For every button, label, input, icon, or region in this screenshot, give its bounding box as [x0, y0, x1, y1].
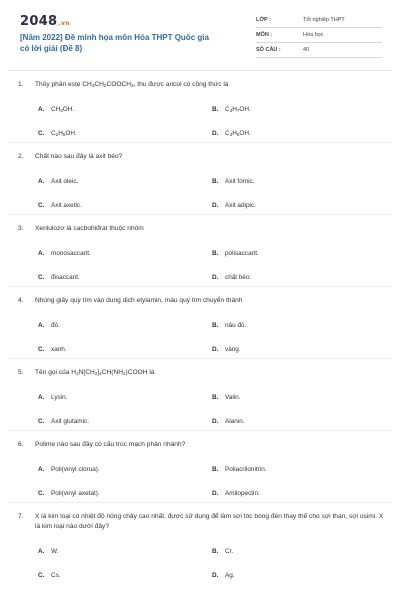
- question-stem: [18, 512, 388, 532]
- answer-option-a[interactable]: [38, 322, 60, 329]
- question-separator: [8, 214, 392, 215]
- answer-option-b[interactable]: [212, 250, 259, 257]
- option-letter: D.: [212, 274, 219, 281]
- option-letter: B.: [212, 250, 219, 257]
- answer-option-c[interactable]: [38, 130, 77, 137]
- question-text: Xenlulozơ là cacbohiđrat thuộc nhóm: [35, 225, 144, 232]
- option-text: Alanin.: [225, 418, 245, 425]
- option-text: Amilopectin.: [225, 490, 260, 497]
- question-text: Chất nào sau đây là axit béo?: [35, 153, 123, 160]
- option-text: xanh.: [51, 346, 67, 353]
- option-text: $CH_3OH$.: [51, 106, 75, 113]
- option-letter: C.: [38, 274, 45, 281]
- question-separator: [8, 502, 392, 503]
- answer-option-b[interactable]: [212, 394, 241, 401]
- option-text: $C_2H_5OH$.: [51, 130, 77, 137]
- answer-option-d[interactable]: [212, 346, 241, 353]
- option-letter: A.: [38, 466, 45, 473]
- option-text: Poli(vinyl axetat).: [51, 490, 100, 497]
- question-7: [18, 512, 388, 579]
- option-letter: D.: [212, 572, 219, 579]
- option-letter: B.: [212, 548, 219, 555]
- answer-option-b[interactable]: [212, 548, 233, 555]
- question-text: X là kim loại có nhiệt độ nóng chảy cao nhất, được sử dụng để làm sợi tóc bóng đèn thay thế cho sợi than, sợi osimi. X là kim loại nào dưới đây?: [35, 513, 384, 530]
- question-4: [18, 296, 388, 353]
- question-stem: [18, 440, 388, 450]
- option-letter: C.: [38, 130, 45, 137]
- question-text: Nhúng giấy quỳ tím vào dung dịch etylamin, màu quỳ tím chuyển thành: [35, 297, 243, 304]
- question-text: Thủy phân este $CH_3CH_2COOCH_3$, thu được ancol có công thức là: [35, 81, 229, 88]
- answer-option-c[interactable]: [38, 202, 82, 209]
- option-text: vàng.: [225, 346, 241, 353]
- answer-option-d[interactable]: [212, 202, 256, 209]
- option-letter: C.: [38, 418, 45, 425]
- question-3: [18, 224, 388, 281]
- question-number: 3.: [18, 225, 24, 232]
- option-text: $C_3H_7OH$.: [225, 106, 251, 113]
- option-text: chất béo.: [225, 274, 252, 281]
- option-letter: A.: [38, 322, 45, 329]
- option-letter: C.: [38, 346, 45, 353]
- exam-header: [20, 14, 382, 64]
- option-text: Axit glutamic.: [51, 418, 90, 425]
- option-text: Lysin.: [51, 394, 68, 401]
- option-text: đisaccarit.: [51, 274, 80, 281]
- question-number: 7.: [18, 513, 24, 520]
- answer-option-c[interactable]: [38, 418, 89, 425]
- answer-option-b[interactable]: [212, 106, 251, 113]
- meta-row-subject: MÔN : Hóa học: [256, 29, 382, 43]
- option-letter: A.: [38, 178, 45, 185]
- question-5: [18, 368, 388, 425]
- meta-row-class: LỚP : Tốt nghiệp THPT: [256, 14, 382, 28]
- option-text: W.: [51, 548, 59, 555]
- option-text: Valin.: [225, 394, 241, 401]
- question-separator: [8, 358, 392, 359]
- option-letter: A.: [38, 394, 45, 401]
- answer-option-a[interactable]: [38, 178, 78, 185]
- option-letter: B.: [212, 394, 219, 401]
- option-text: Axit axetic.: [51, 202, 82, 209]
- question-separator: [8, 142, 392, 143]
- option-letter: D.: [212, 346, 219, 353]
- option-letter: D.: [212, 202, 219, 209]
- answer-option-a[interactable]: [38, 548, 58, 555]
- answer-option-d[interactable]: [212, 130, 251, 137]
- option-letter: A.: [38, 250, 45, 257]
- option-text: nâu đỏ.: [225, 322, 247, 329]
- question-number: 5.: [18, 369, 24, 376]
- question-1: [18, 80, 388, 137]
- exam-title[interactable]: [Năm 2022] Đề minh họa môn Hóa THPT Quốc gia có lời giải (Đề 8): [20, 33, 209, 53]
- question-number: 6.: [18, 441, 24, 448]
- option-letter: B.: [212, 466, 219, 473]
- question-stem: [18, 80, 388, 91]
- question-number: 4.: [18, 297, 24, 304]
- answer-option-d[interactable]: [212, 572, 235, 579]
- option-letter: C.: [38, 490, 45, 497]
- answer-option-b[interactable]: [212, 178, 254, 185]
- question-separator: [8, 286, 392, 287]
- option-text: Axit fomic.: [225, 178, 255, 185]
- question-separator: [8, 430, 392, 431]
- option-letter: B.: [212, 178, 219, 185]
- option-text: monosaccarit.: [51, 250, 91, 257]
- exam-meta: [256, 14, 382, 59]
- option-letter: B.: [212, 106, 219, 113]
- option-letter: C.: [38, 572, 45, 579]
- question-stem: [18, 368, 388, 379]
- site-logo[interactable]: 2048.vn: [20, 14, 70, 29]
- answer-option-a[interactable]: [38, 250, 91, 257]
- question-6: [18, 440, 388, 497]
- answer-option-a[interactable]: [38, 394, 67, 401]
- question-text: Tên gọi của $H_2N[CH_2]_4CH(NH_2)COOH$ là: [35, 369, 155, 376]
- question-text: Polime nào sau đây có cấu trúc mạch phân nhánh?: [35, 441, 186, 448]
- question-2: [18, 152, 388, 209]
- option-text: Poli(vinyl clorua).: [51, 466, 100, 473]
- option-letter: A.: [38, 548, 45, 555]
- question-stem: [18, 224, 388, 234]
- question-number: 1.: [18, 81, 24, 88]
- option-text: polisaccarit.: [225, 250, 259, 257]
- option-text: Axit oleic.: [51, 178, 79, 185]
- option-letter: A.: [38, 106, 45, 113]
- option-letter: B.: [212, 322, 219, 329]
- option-text: đỏ.: [51, 322, 60, 329]
- option-letter: D.: [212, 130, 219, 137]
- question-stem: [18, 296, 388, 306]
- answer-option-c[interactable]: [38, 572, 61, 579]
- option-text: Cs.: [51, 572, 61, 579]
- option-text: $C_3H_5OH$.: [225, 130, 251, 137]
- option-letter: D.: [212, 418, 219, 425]
- header-divider: [8, 70, 392, 71]
- option-text: Axit adipic.: [225, 202, 256, 209]
- meta-row-question-count: SỐ CÂU : 40: [256, 44, 382, 58]
- answer-option-a[interactable]: [38, 466, 100, 473]
- answer-option-a[interactable]: [38, 106, 74, 113]
- answer-option-d[interactable]: [212, 490, 260, 497]
- answer-option-c[interactable]: [38, 346, 67, 353]
- option-letter: D.: [212, 490, 219, 497]
- answer-option-c[interactable]: [38, 490, 100, 497]
- answer-option-b[interactable]: [212, 322, 246, 329]
- answer-option-b[interactable]: [212, 466, 267, 473]
- answer-option-d[interactable]: [212, 418, 245, 425]
- answer-option-c[interactable]: [38, 274, 80, 281]
- option-text: Cr.: [225, 548, 234, 555]
- option-letter: C.: [38, 202, 45, 209]
- option-text: Ag.: [225, 572, 235, 579]
- option-text: Poliacrilonitrin.: [225, 466, 267, 473]
- question-number: 2.: [18, 153, 24, 160]
- answer-option-d[interactable]: [212, 274, 251, 281]
- question-stem: [18, 152, 388, 162]
